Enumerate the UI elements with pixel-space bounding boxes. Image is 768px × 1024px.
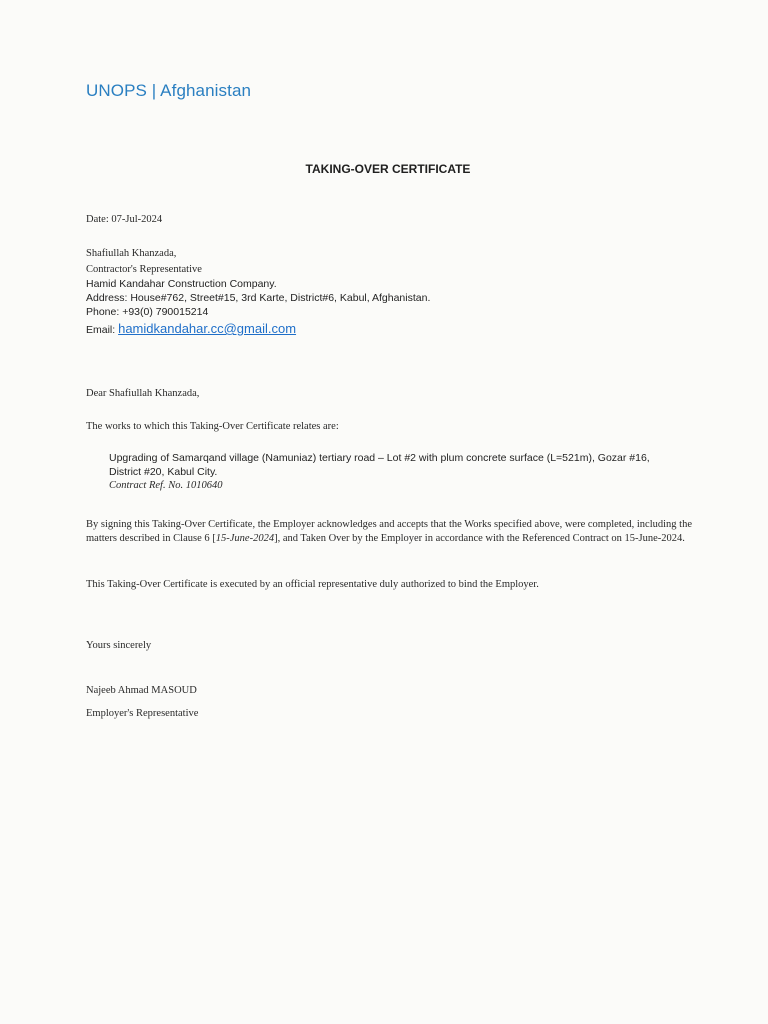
contract-reference: Contract Ref. No. 1010640: [109, 480, 223, 491]
email-link[interactable]: hamidkandahar.cc@gmail.com: [118, 321, 297, 336]
ack-text-2: ], and Taken Over by the Employer in accordance with the Referenced Contract on 15-June-2024.: [274, 532, 685, 544]
signatory-role: Employer's Representative: [86, 708, 199, 719]
email-label: Email:: [86, 324, 119, 336]
recipient-email-line: [86, 320, 296, 338]
letter-date: Date: 07-Jul-2024: [86, 214, 163, 225]
signatory-name: Najeeb Ahmad MASOUD: [86, 685, 197, 696]
acknowledgement-paragraph: [86, 518, 706, 545]
recipient-company: Hamid Kandahar Construction Company.: [86, 278, 277, 290]
closing: Yours sincerely: [86, 640, 152, 651]
recipient-name: Shafiullah Khanzada,: [86, 248, 177, 259]
works-line-1: Upgrading of Samarqand village (Namuniaz) tertiary road – Lot #2 with plum concrete surface (L=521m), Gozar #16,: [109, 452, 650, 464]
works-description: [109, 451, 709, 493]
recipient-address: Address: House#762, Street#15, 3rd Karte, District#6, Kabul, Afghanistan.: [86, 292, 431, 304]
ack-text-1: By signing this Taking-Over Certificate, the Employer acknowledges and accepts that the Works specified above, were completed, including the matters described in Clause 6 [: [86, 519, 692, 544]
ack-clause-date: 15-June-2024: [215, 532, 275, 544]
salutation: Dear Shafiullah Khanzada,: [86, 388, 200, 399]
authorization-paragraph: This Taking-Over Certificate is executed by an official representative duly authorized to bind the Employer.: [86, 579, 539, 590]
works-intro: The works to which this Taking-Over Certificate relates are:: [86, 421, 339, 432]
document-title: TAKING-OVER CERTIFICATE: [305, 162, 471, 176]
works-line-2: District #20, Kabul City.: [109, 466, 218, 478]
recipient-phone: Phone: +93(0) 790015214: [86, 306, 209, 318]
org-header: UNOPS | Afghanistan: [86, 81, 252, 100]
recipient-role: Contractor's Representative: [86, 264, 202, 275]
